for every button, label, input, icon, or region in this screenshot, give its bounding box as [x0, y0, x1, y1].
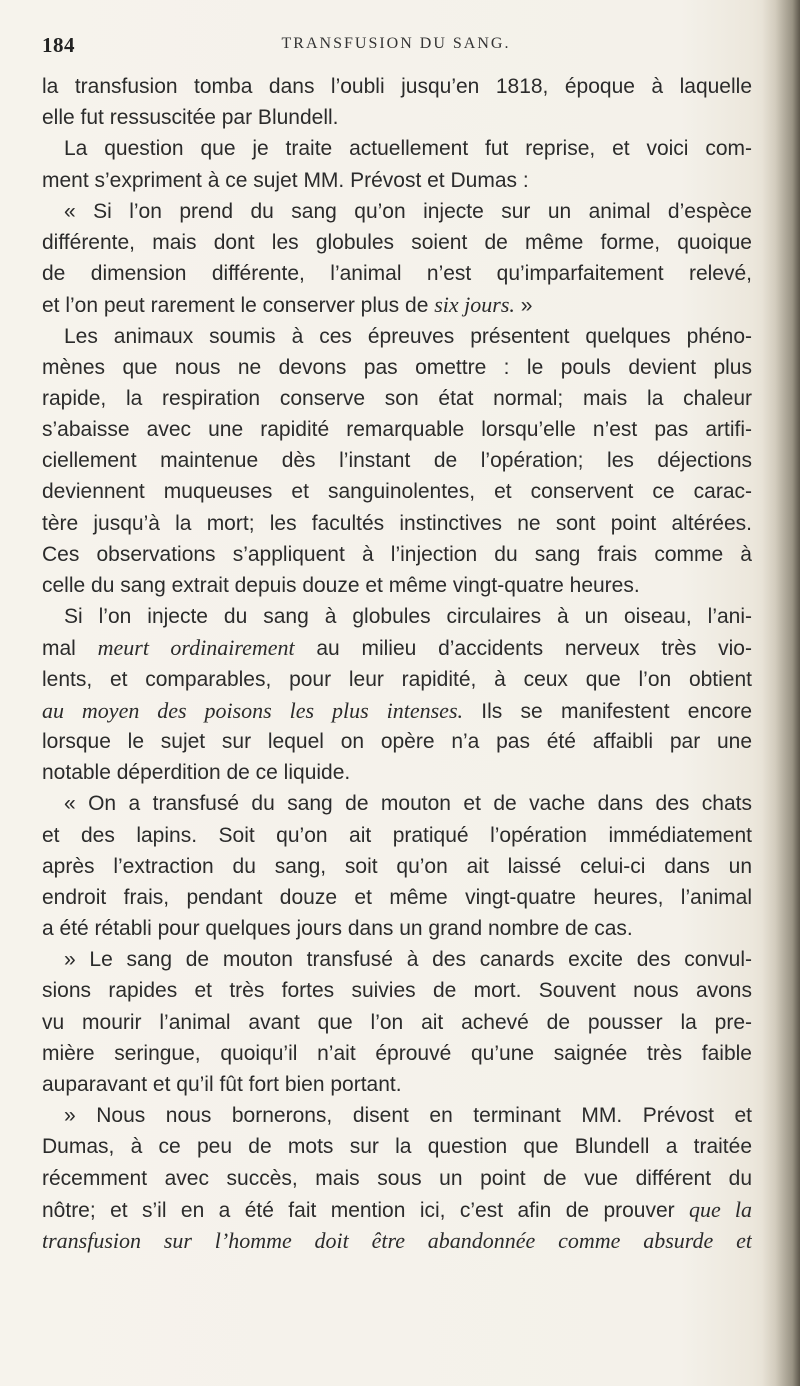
text-line: ment s’expriment à ce sujet MM. Prévost et Dumas :: [42, 168, 529, 192]
italic-run: que la: [689, 1196, 752, 1222]
italic-run: meurt ordinairement: [97, 635, 295, 661]
page-header: [42, 33, 750, 59]
text-line: Les animaux soumis à ces épreuves présentent quelques phéno-: [64, 324, 752, 348]
text-line: lents, et comparables, pour leur rapidité, à ceux que l’on obtient: [42, 667, 752, 691]
text-line: ciellement maintenue dès l’instant de l’opération; les déjections: [42, 449, 752, 473]
text-line: et des lapins. Soit qu’on ait pratiqué l’opération immédiatement: [42, 823, 752, 847]
text-line: Ces observations s’appliquent à l’injection du sang frais comme à: [42, 542, 752, 566]
text-line: Si l’on injecte du sang à globules circulaires à un oiseau, l’ani-: [64, 605, 752, 629]
text-line: [42, 632, 752, 663]
text-line: endroit frais, pendant douze et même vingt-quatre heures, l’animal: [42, 885, 752, 909]
text-line: auparavant et qu’il fût fort bien portant.: [42, 1073, 402, 1096]
text-line: « Si l’on prend du sang qu’on injecte sur un animal d’espèce: [64, 199, 752, 223]
text-line: La question que je traite actuellement fut reprise, et voici com-: [64, 137, 752, 161]
text-line: rapide, la respiration conserve son état normal; mais la chaleur: [42, 386, 752, 410]
text-run: »: [514, 294, 533, 318]
text-line: [42, 695, 752, 726]
text-line: [42, 1225, 752, 1256]
text-line: la transfusion tomba dans l’oubli jusqu’en 1818, époque à laquelle: [42, 75, 752, 98]
text-run: Ils se manifestent encore: [463, 699, 752, 723]
text-run: et l’on peut rarement le conserver plus de: [42, 294, 435, 318]
text-line: Dumas, à ce peu de mots sur la question que Blundell a traitée: [42, 1135, 752, 1159]
text-line: elle fut ressuscitée par Blundell.: [42, 106, 339, 130]
text-line: tère jusqu’à la mort; les facultés instinctives ne sont point altérées.: [42, 511, 752, 535]
text-line: lorsque le sujet sur lequel on opère n’a pas été affaibli par une: [42, 729, 752, 753]
text-run: nôtre; et s’il en a été fait mention ici, c’est afin de prouver: [42, 1198, 690, 1222]
text-line: vu mourir l’animal avant que l’on ait achevé de pousser la pre-: [42, 1010, 752, 1034]
text-line: [42, 289, 752, 320]
text-line: celle du sang extrait depuis douze et même vingt-quatre heures.: [42, 574, 640, 597]
text-line: [42, 1194, 752, 1225]
page-number: 184: [42, 33, 75, 57]
text-line: a été rétabli pour quelques jours dans un grand nombre de cas.: [42, 917, 633, 941]
text-line: de dimension différente, l’animal n’est qu’imparfaitement relevé,: [42, 262, 752, 286]
text-line: « On a transfusé du sang de mouton et de vache dans des chats: [64, 792, 752, 816]
running-head: TRANSFUSION DU SANG.: [281, 35, 511, 52]
text-line: notable déperdition de ce liquide.: [42, 761, 351, 785]
text-line: sions rapides et très fortes suivies de mort. Souvent nous avons: [42, 979, 752, 1003]
text-line: mènes que nous ne devons pas omettre : le pouls devient plus: [42, 355, 752, 379]
text-line: après l’extraction du sang, soit qu’on ait laissé celui-ci dans un: [42, 854, 752, 878]
text-line: différente, mais dont les globules soient de même forme, quoique: [42, 230, 752, 254]
italic-run: six jours.: [434, 292, 515, 318]
text-line: » Nous nous bornerons, disent en terminant MM. Prévost et: [64, 1104, 752, 1128]
text-line: deviennent muqueuses et sanguinolentes, et conservent ce carac-: [42, 480, 752, 504]
text-line: récemment avec succès, mais sous un point de vue différent du: [42, 1166, 752, 1190]
text-run: au milieu d’accidents nerveux très vio-: [294, 637, 752, 661]
text-line: mière seringue, quoiqu’il n’ait éprouvé qu’une saignée très faible: [42, 1041, 752, 1065]
text-run: mal: [42, 637, 98, 661]
text-line: » Le sang de mouton transfusé à des canards excite des convul-: [64, 948, 752, 972]
body-text: [42, 71, 752, 1256]
page-gutter-shadow: [762, 0, 800, 1386]
italic-run: transfusion sur l’homme doit être abandonnée comme absurde et: [42, 1227, 752, 1253]
text-line: s’abaisse avec une rapidité remarquable lorsqu’elle n’est pas artifi-: [42, 418, 752, 442]
italic-run: au moyen des poisons les plus intenses.: [42, 697, 464, 723]
